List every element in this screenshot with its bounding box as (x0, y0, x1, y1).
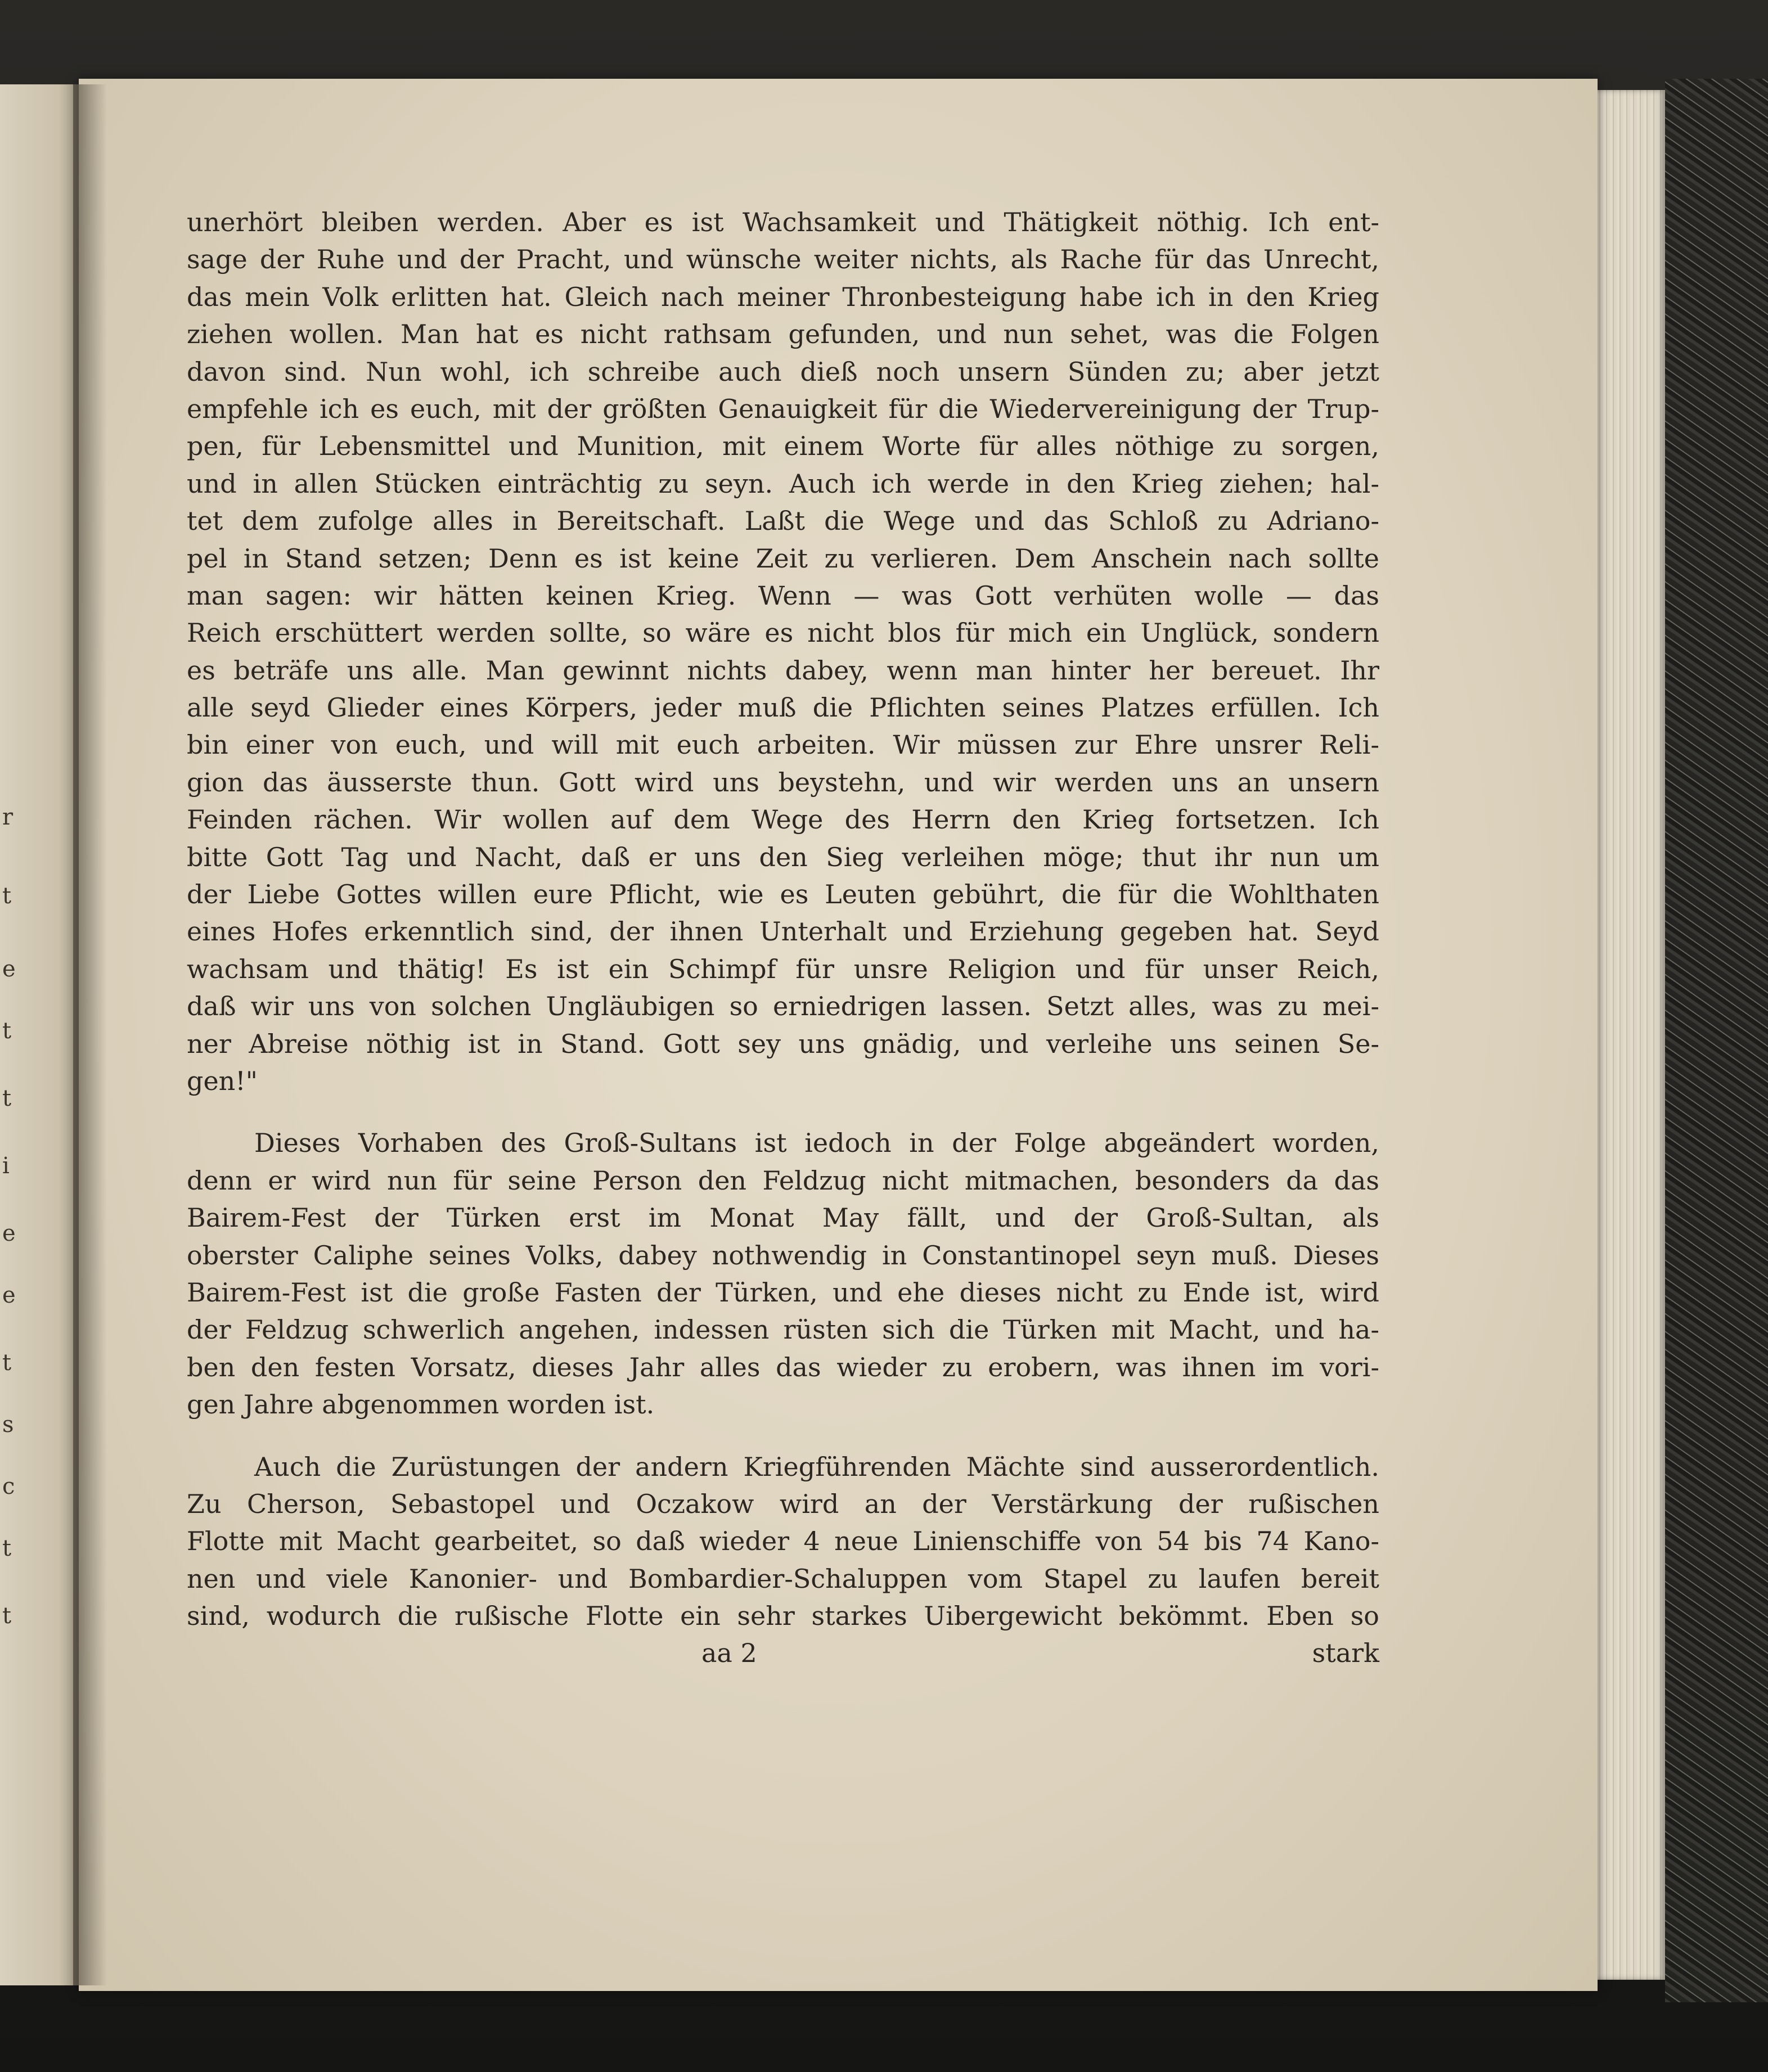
text-line: gen Jahre abgenommen worden ist. (187, 1389, 655, 1420)
text-line: ziehen wollen. Man hat es nicht rathsam gefunden, und nun sehet, was die Folgen (187, 319, 1379, 350)
text-line: gion das äusserste thun. Gott wird uns beystehn, und wir werden uns an unsern (187, 767, 1379, 798)
text-line: bitte Gott Tag und Nacht, daß er uns den Sieg verleihen möge; thut ihr nun um (187, 841, 1379, 872)
text-line: oberster Caliphe seines Volks, dabey nothwendig in Constantinopel seyn muß. Dieses (187, 1240, 1379, 1271)
text-line: Reich erschüttert werden sollte, so wäre es nicht blos für mich ein Unglück, sondern (187, 618, 1379, 648)
text-line: tet dem zufolge alles in Bereitschaft. Laßt die Wege und das Schloß zu Adriano- (187, 506, 1379, 537)
page-text-block (187, 204, 1379, 1672)
left-page-fragment: t (2, 1603, 12, 1629)
left-page-fragment: e (2, 956, 16, 982)
left-page-sliver (0, 84, 84, 1985)
paragraph-gap (187, 1100, 1379, 1124)
text-line: und in allen Stücken einträchtig zu seyn. Auch ich werde in den Krieg ziehen; hal- (187, 468, 1379, 499)
text-line: empfehle ich es euch, mit der größten Genauigkeit für die Wiedervereinigung der Trup- (187, 393, 1379, 424)
left-page-fragment: t (2, 1350, 12, 1376)
text-line: alle seyd Glieder eines Körpers, jeder muß die Pflichten seines Platzes erfüllen. Ich (187, 692, 1379, 723)
left-page-fragment: s (2, 1412, 14, 1438)
page-footer (187, 1634, 1379, 1672)
text-line: Flotte mit Macht gearbeitet, so daß wieder 4 neue Linienschiffe von 54 bis 74 Kano- (187, 1526, 1379, 1557)
left-page-fragment: i (2, 1153, 10, 1179)
gutter-shadow (73, 84, 107, 1985)
text-line: daß wir uns von solchen Ungläubigen so erniedrigen lassen. Setzt alles, was zu mei- (187, 991, 1379, 1022)
text-line: davon sind. Nun wohl, ich schreibe auch dieß noch unsern Sünden zu; aber jetzt (187, 356, 1379, 387)
text-line: eines Hofes erkenntlich sind, der ihnen Unterhalt und Erziehung gegeben hat. Seyd (187, 916, 1379, 947)
text-line: Bairem-Fest der Türken erst im Monat May fällt, und der Groß-Sultan, als (187, 1202, 1379, 1233)
text-line: der Liebe Gottes willen eure Pflicht, wie es Leuten gebührt, die für die Wohlthaten (187, 879, 1379, 910)
left-page-fragment: c (2, 1474, 15, 1499)
text-line: der Feldzug schwerlich angehen, indessen rüsten sich die Türken mit Macht, und ha- (187, 1314, 1379, 1345)
text-line: ner Abreise nöthig ist in Stand. Gott sey uns gnädig, und verleihe uns seinen Se- (187, 1028, 1379, 1059)
text-line: Auch die Zurüstungen der andern Kriegführenden Mächte sind ausserordentlich. (254, 1451, 1379, 1482)
left-page-fragment: e (2, 1220, 16, 1246)
text-line: wachsam und thätig! Es ist ein Schimpf für unsre Religion und für unser Reich, (187, 953, 1379, 984)
left-page-fragment: t (2, 1085, 12, 1111)
text-line: gen!" (187, 1065, 258, 1096)
paragraph-gap (187, 1424, 1379, 1448)
text-line: es beträfe uns alle. Man gewinnt nichts dabey, wenn man hinter her bereuet. Ihr (187, 655, 1379, 686)
text-line: bin einer von euch, und will mit euch arbeiten. Wir müssen zur Ehre unsrer Reli- (187, 729, 1379, 760)
text-line: pel in Stand setzen; Denn es ist keine Zeit zu verlieren. Dem Anschein nach sollte (187, 543, 1379, 574)
text-line: Zu Cherson, Sebastopel und Oczakow wird an der Verstärkung der rußischen (187, 1488, 1379, 1519)
text-line: man sagen: wir hätten keinen Krieg. Wenn — was Gott verhüten wolle — das (187, 580, 1379, 611)
text-line: pen, für Lebensmittel und Munition, mit einem Worte für alles nöthige zu sorgen, (187, 431, 1379, 462)
left-page-fragment: e (2, 1282, 16, 1308)
text-line: Bairem-Fest ist die große Fasten der Türken, und ehe dieses nicht zu Ende ist, wird (187, 1277, 1379, 1308)
left-page-fragment: r (2, 804, 14, 830)
text-line: Dieses Vorhaben des Groß-Sultans ist iedoch in der Folge abgeändert worden, (254, 1128, 1379, 1159)
signature-mark: aa 2 (701, 1638, 757, 1669)
text-line: nen und viele Kanonier- und Bombardier-Schaluppen vom Stapel zu laufen bereit (187, 1563, 1379, 1594)
left-page-fragment: t (2, 1535, 12, 1561)
text-line: das mein Volk erlitten hat. Gleich nach meiner Thronbesteigung habe ich in den Krieg (187, 281, 1379, 312)
text-line: ben den festen Vorsatz, dieses Jahr alles das wieder zu erobern, was ihnen im vori- (187, 1352, 1379, 1382)
text-line: denn er wird nun für seine Person den Feldzug nicht mitmachen, besonders da das (187, 1165, 1379, 1196)
marbled-binding-edge (1665, 79, 1768, 2002)
text-line: sind, wodurch die rußische Flotte ein sehr starkes Uibergewicht bekömmt. Eben so (187, 1601, 1379, 1632)
text-line: unerhört bleiben werden. Aber es ist Wachsamkeit und Thätigkeit nöthig. Ich ent- (187, 207, 1379, 237)
left-page-fragment: t (2, 883, 12, 909)
text-line: sage der Ruhe und der Pracht, und wünsche weiter nichts, als Rache für das Unrecht, (187, 244, 1379, 275)
text-line: Feinden rächen. Wir wollen auf dem Wege des Herrn den Krieg fortsetzen. Ich (187, 804, 1379, 835)
catchword: stark (1312, 1638, 1379, 1669)
book-page (79, 79, 1598, 1991)
left-page-fragment: t (2, 1018, 12, 1044)
